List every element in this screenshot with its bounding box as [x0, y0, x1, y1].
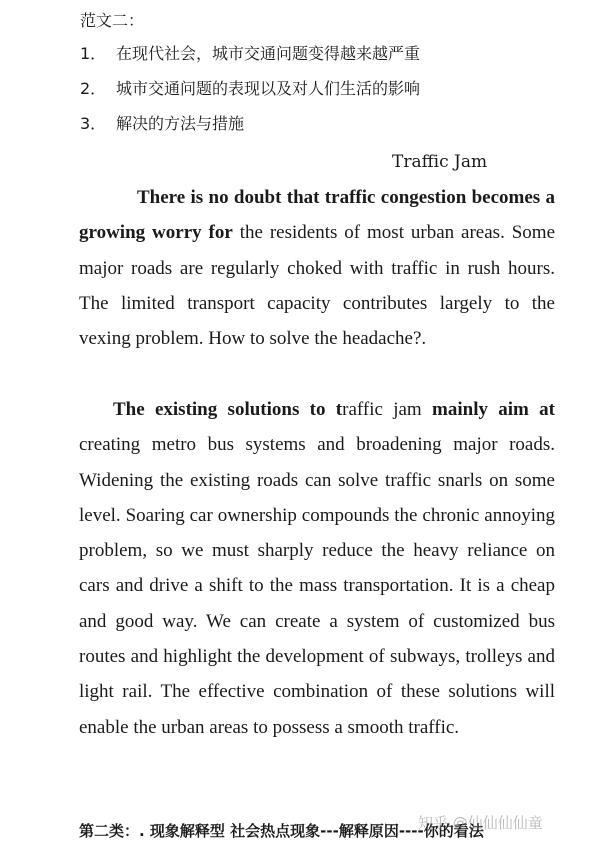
essay-title: Traffic Jam [392, 152, 488, 172]
paragraph-2-plain-phrase: raffic jam [342, 399, 433, 420]
essay-paragraph-2 [79, 392, 555, 745]
outline-text: 在现代社会，城市交通问题变得越来越严重 [116, 44, 421, 63]
outline-number: 3． [80, 114, 107, 133]
paragraph-2-text: creating metro bus systems and broadening major roads. Widening the existing roads can solve traffic snarls on some level. Soaring car ownership compounds the chronic annoying problem, so we must sharply reduce the heavy reliance on cars and drive a shift to the mass transportation. It is a cheap and good way. We can create a system of customized bus routes and highlight the development of subways, trolleys and light rail. The effective combination of these solutions will enable the urban areas to possess a smooth traffic. [79, 434, 555, 738]
paragraph-2-bold-phrase-b: mainly aim at [432, 399, 556, 420]
essay-paragraph-1 [79, 180, 555, 356]
paragraph-2-bold-phrase-a: The existing solutions to t [113, 399, 343, 420]
paragraph-1-bold-phrase: There is no doubt that traffic congestion becomes a growing worry for [79, 187, 555, 244]
outline-text: 城市交通问题的表现以及对人们生活的影响 [116, 79, 421, 98]
outline-number: 1． [80, 44, 107, 63]
section-header: 范文二： [80, 11, 145, 30]
zhihu-watermark: 知乎 @仙仙仙仙童 [418, 814, 543, 832]
outline-list [80, 44, 420, 149]
outline-item [80, 79, 420, 114]
outline-number: 2． [80, 79, 107, 98]
outline-item [80, 44, 420, 79]
category-heading: 第二类：. 现象解释型 社会热点现象---解释原因----你的看法 [79, 822, 484, 840]
outline-text: 解决的方法与措施 [116, 114, 245, 133]
paragraph-1-text: the residents of most urban areas. Some major roads are regularly choked with traffic in rush hours. The limited transport capacity contributes largely to the vexing problem. How to solve the headache?. [79, 222, 555, 350]
outline-item [80, 114, 420, 149]
